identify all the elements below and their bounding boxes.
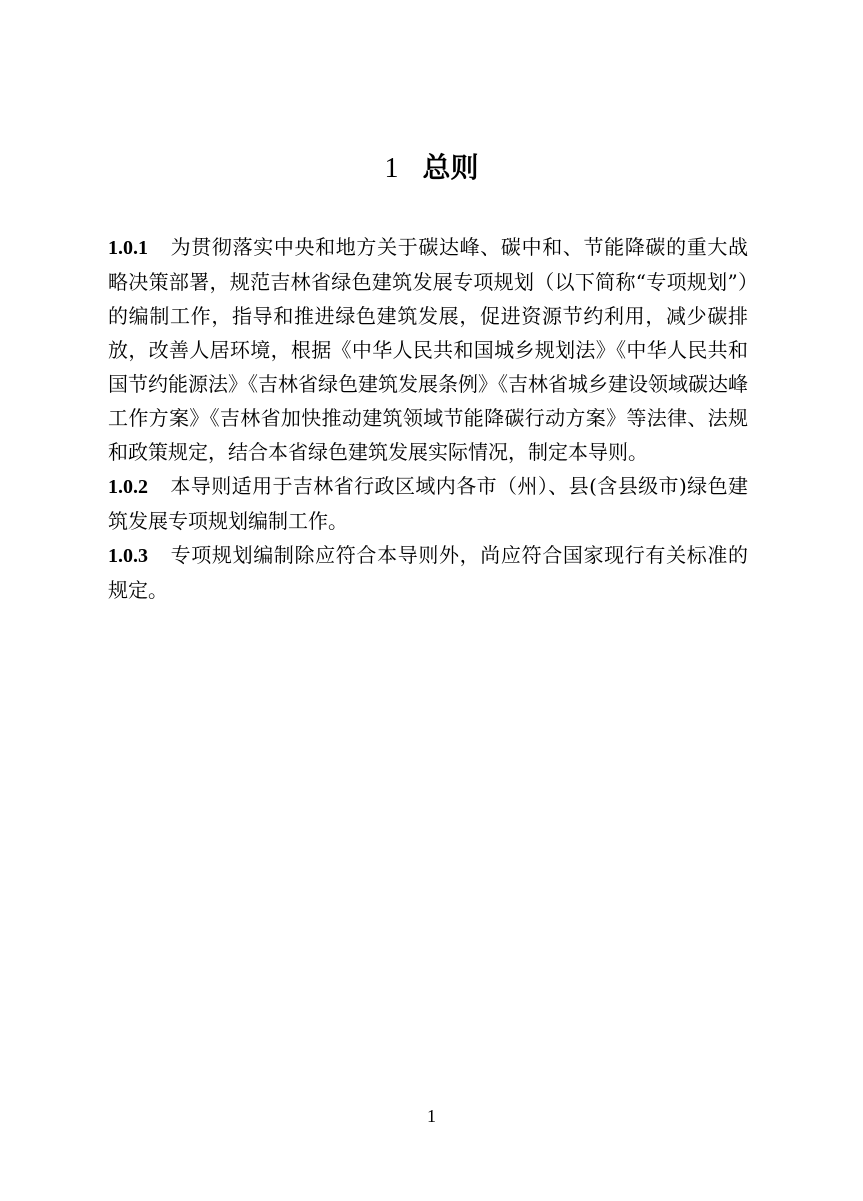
chapter-number: 1 — [384, 153, 399, 184]
clause-list — [108, 230, 748, 607]
chapter-title — [0, 148, 863, 189]
clause-text: 本导则适用于吉林省行政区域内各市（州）、县(含县级市)绿色建筑发展专项规划编制工作。 — [108, 474, 748, 533]
page-number: 1 — [427, 1106, 436, 1126]
clause-text: 为贯彻落实中央和地方关于碳达峰、碳中和、节能降碳的重大战略决策部署，规范吉林省绿色建筑发展专项规划（以下简称“专项规划”）的编制工作，指导和推进绿色建筑发展，促进资源节约利用，减少碳排放，改善人居环境，根据《中华人民共和国城乡规划法》《中华人民共和国节约能源法》《吉林省绿色建筑发展条例》《吉林省城乡建设领域碳达峰工作方案》《吉林省加快推动建筑领域节能降碳行动方案》等法律、法规和政策规定，结合本省绿色建筑发展实际情况，制定本导则。 — [108, 235, 748, 464]
clause-number: 1.0.3 — [108, 545, 148, 567]
clause-1-0-1 — [108, 230, 748, 469]
clause-text: 专项规划编制除应符合本导则外，尚应符合国家现行有关标准的规定。 — [108, 543, 748, 602]
clause-1-0-2 — [108, 469, 748, 538]
clause-number: 1.0.2 — [108, 476, 148, 498]
clause-1-0-3 — [108, 538, 748, 607]
clause-number: 1.0.1 — [108, 237, 148, 259]
chapter-name: 总则 — [422, 151, 479, 184]
